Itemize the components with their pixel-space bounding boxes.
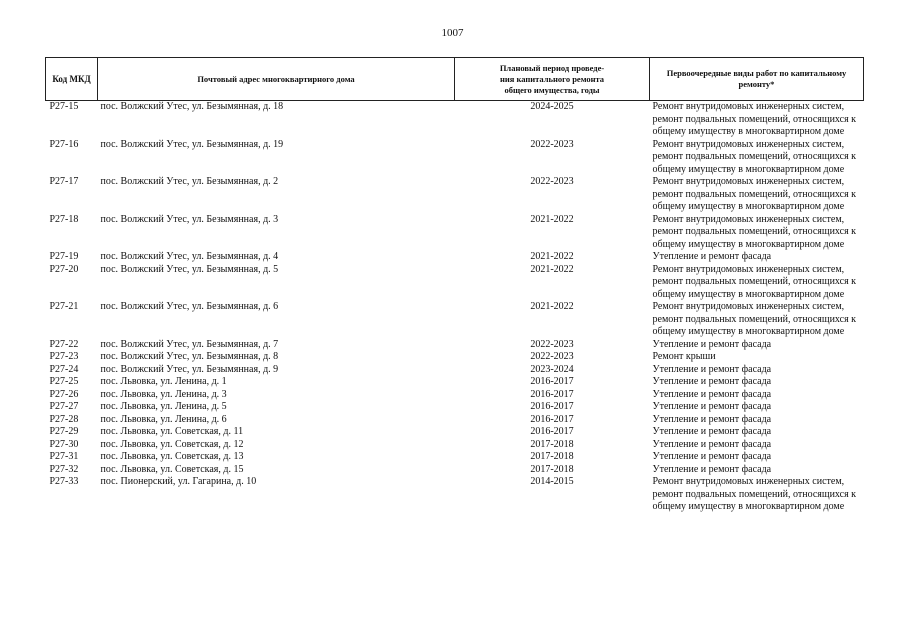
row-works-line: общему имуществу в многоквартирном доме <box>652 326 845 337</box>
row-works-line: Ремонт внутридомовых инженерных систем, <box>652 176 845 187</box>
table-row <box>46 264 864 302</box>
row-works <box>650 351 864 364</box>
row-period: 2016-2017 <box>530 413 574 425</box>
table-row <box>46 389 864 402</box>
row-works-line: общему имуществу в многоквартирном доме <box>652 126 845 137</box>
row-address: пос. Волжский Утес, ул. Безымянная, д. 5 <box>100 263 279 275</box>
row-works-line: общему имуществу в многоквартирном доме <box>652 163 845 175</box>
row-works-line: ремонт подвальных помещений, относящихся к <box>652 151 857 162</box>
row-address: пос. Львовка, ул. Советская, д. 13 <box>100 451 244 462</box>
row-address: пос. Волжский Утес, ул. Безымянная, д. 19 <box>100 138 284 150</box>
row-period: 2021-2022 <box>530 263 574 275</box>
row-works <box>650 389 864 402</box>
row-code: Р27-25 <box>49 376 79 387</box>
header-code: Код МКД <box>46 58 98 101</box>
row-works-line: Утепление и ремонт фасада <box>652 363 772 375</box>
row-code: Р27-32 <box>49 463 79 475</box>
row-address: пос. Волжский Утес, ул. Безымянная, д. 4 <box>100 251 279 262</box>
row-works-line: ремонт подвальных помещений, относящихся к <box>652 276 857 287</box>
row-code: Р27-22 <box>49 338 79 350</box>
table-row <box>46 176 864 214</box>
table-row <box>46 464 864 477</box>
row-works-line: Ремонт внутридомовых инженерных систем, <box>652 213 845 225</box>
row-period: 2021-2022 <box>530 301 574 312</box>
row-code: Р27-15 <box>49 101 79 112</box>
row-works <box>650 176 864 214</box>
row-works-line: Ремонт крыши <box>652 351 716 362</box>
table-row <box>46 251 864 264</box>
row-code: Р27-23 <box>49 351 79 362</box>
row-works <box>650 364 864 377</box>
row-period: 2021-2022 <box>530 213 574 225</box>
row-period: 2022-2023 <box>530 138 574 150</box>
row-address: пос. Львовка, ул. Ленина, д. 6 <box>100 413 227 425</box>
table-row <box>46 426 864 439</box>
row-period: 2021-2022 <box>530 251 574 262</box>
row-works <box>650 414 864 427</box>
row-address: пос. Волжский Утес, ул. Безымянная, д. 3 <box>100 213 279 225</box>
row-works-line: Утепление и ремонт фасада <box>652 388 772 400</box>
row-code: Р27-16 <box>49 138 79 150</box>
header-address: Почтовый адрес многоквартирного дома <box>98 58 455 101</box>
row-period: 2014-2015 <box>530 476 574 487</box>
row-works-line: общему имуществу в многоквартирном доме <box>652 288 845 300</box>
row-period: 2023-2024 <box>530 363 574 375</box>
row-address: пос. Волжский Утес, ул. Безымянная, д. 7 <box>100 338 279 350</box>
row-period: 2024-2025 <box>530 101 574 112</box>
row-works-line: Утепление и ремонт фасада <box>652 338 772 350</box>
row-code: Р27-29 <box>49 426 79 437</box>
row-period: 2016-2017 <box>530 376 574 387</box>
row-address: пос. Волжский Утес, ул. Безымянная, д. 8 <box>100 351 279 362</box>
page-number: 1007 <box>441 27 464 39</box>
row-address: пос. Пионерский, ул. Гагарина, д. 10 <box>100 476 257 487</box>
header-period-line: ния капитального ремонта <box>499 73 605 84</box>
row-address: пос. Львовка, ул. Советская, д. 12 <box>100 438 244 450</box>
table-row <box>46 101 864 139</box>
table-row <box>46 439 864 452</box>
row-code: Р27-20 <box>49 263 79 275</box>
table-row <box>46 364 864 377</box>
row-works <box>650 464 864 477</box>
row-code: Р27-19 <box>49 251 79 262</box>
row-period: 2022-2023 <box>530 176 574 187</box>
table-row <box>46 476 864 514</box>
table-header <box>46 58 864 101</box>
row-code: Р27-21 <box>49 301 79 312</box>
header-period-line: общего имущества, годы <box>504 84 600 95</box>
row-works <box>650 139 864 177</box>
row-works-line: Утепление и ремонт фасада <box>652 376 772 387</box>
table-row <box>46 214 864 252</box>
header-works <box>650 58 864 101</box>
header-period <box>455 58 650 101</box>
header-works-line: ремонту* <box>738 79 775 89</box>
row-address: пос. Волжский Утес, ул. Безымянная, д. 18 <box>100 101 284 112</box>
table-row <box>46 414 864 427</box>
row-period: 2016-2017 <box>530 426 574 437</box>
row-period: 2017-2018 <box>530 451 574 462</box>
row-period: 2022-2023 <box>530 338 574 350</box>
header-row <box>46 58 864 101</box>
row-code: Р27-28 <box>49 413 79 425</box>
row-works <box>650 264 864 302</box>
table-row <box>46 401 864 414</box>
row-works-line: Ремонт внутридомовых инженерных систем, <box>652 138 845 150</box>
row-works-line: Утепление и ремонт фасада <box>652 413 772 425</box>
row-address: пос. Львовка, ул. Ленина, д. 1 <box>100 376 227 387</box>
row-works <box>650 214 864 252</box>
table-row <box>46 139 864 177</box>
capital-repair-table <box>45 57 864 514</box>
row-works <box>650 101 864 139</box>
row-code: Р27-31 <box>49 451 79 462</box>
row-address: пос. Львовка, ул. Ленина, д. 5 <box>100 401 227 412</box>
row-works-line: Ремонт внутридомовых инженерных систем, <box>652 101 845 112</box>
row-code: Р27-33 <box>49 476 79 487</box>
row-works <box>650 376 864 389</box>
row-address: пос. Львовка, ул. Советская, д. 11 <box>100 426 244 437</box>
row-code: Р27-30 <box>49 438 79 450</box>
row-works-line: Ремонт внутридомовых инженерных систем, <box>652 263 845 275</box>
row-code: Р27-24 <box>49 363 79 375</box>
table-row <box>46 339 864 352</box>
row-code: Р27-26 <box>49 388 79 400</box>
header-works-line: Первоочередные виды работ по капитальному <box>666 68 847 78</box>
table-body <box>46 101 864 514</box>
header-period-line: Плановый период проведе- <box>499 62 605 73</box>
row-period: 2022-2023 <box>530 351 574 362</box>
row-works-line: общему имуществу в многоквартирном доме <box>652 201 845 212</box>
row-works-line: общему имуществу в многоквартирном доме <box>652 238 845 250</box>
row-code: Р27-27 <box>49 401 79 412</box>
row-works-line: ремонт подвальных помещений, относящихся к <box>652 313 857 325</box>
row-works <box>650 251 864 264</box>
row-address: пос. Волжский Утес, ул. Безымянная, д. 9 <box>100 363 279 375</box>
row-works-line: ремонт подвальных помещений, относящихся к <box>652 113 857 125</box>
row-works-line: ремонт подвальных помещений, относящихся к <box>652 226 857 237</box>
row-address: пос. Львовка, ул. Ленина, д. 3 <box>100 388 227 400</box>
row-works-line: Утепление и ремонт фасада <box>652 401 772 412</box>
table-row <box>46 376 864 389</box>
row-address: пос. Львовка, ул. Советская, д. 15 <box>100 463 244 475</box>
row-works-line: общему имуществу в многоквартирном доме <box>652 501 845 512</box>
row-address: пос. Волжский Утес, ул. Безымянная, д. 2 <box>100 176 279 187</box>
row-period: 2016-2017 <box>530 388 574 400</box>
row-works-line: Утепление и ремонт фасада <box>652 451 772 462</box>
row-works <box>650 439 864 452</box>
row-works <box>650 476 864 514</box>
row-works <box>650 301 864 339</box>
row-works <box>650 451 864 464</box>
row-works-line: Утепление и ремонт фасада <box>652 463 772 475</box>
row-works-line: ремонт подвальных помещений, относящихся к <box>652 188 857 200</box>
table-row <box>46 451 864 464</box>
table-row <box>46 351 864 364</box>
row-code: Р27-17 <box>49 176 79 187</box>
row-works <box>650 426 864 439</box>
row-period: 2016-2017 <box>530 401 574 412</box>
row-period: 2017-2018 <box>530 463 574 475</box>
row-works-line: ремонт подвальных помещений, относящихся к <box>652 488 857 500</box>
row-works-line: Утепление и ремонт фасада <box>652 426 772 437</box>
row-works-line: Утепление и ремонт фасада <box>652 251 772 262</box>
row-works-line: Ремонт внутридомовых инженерных систем, <box>652 301 845 312</box>
row-address: пос. Волжский Утес, ул. Безымянная, д. 6 <box>100 301 279 312</box>
row-works-line: Ремонт внутридомовых инженерных систем, <box>652 476 845 487</box>
row-works-line: Утепление и ремонт фасада <box>652 438 772 450</box>
row-period: 2017-2018 <box>530 438 574 450</box>
row-code: Р27-18 <box>49 213 79 225</box>
row-works <box>650 339 864 352</box>
table-row <box>46 301 864 339</box>
row-works <box>650 401 864 414</box>
